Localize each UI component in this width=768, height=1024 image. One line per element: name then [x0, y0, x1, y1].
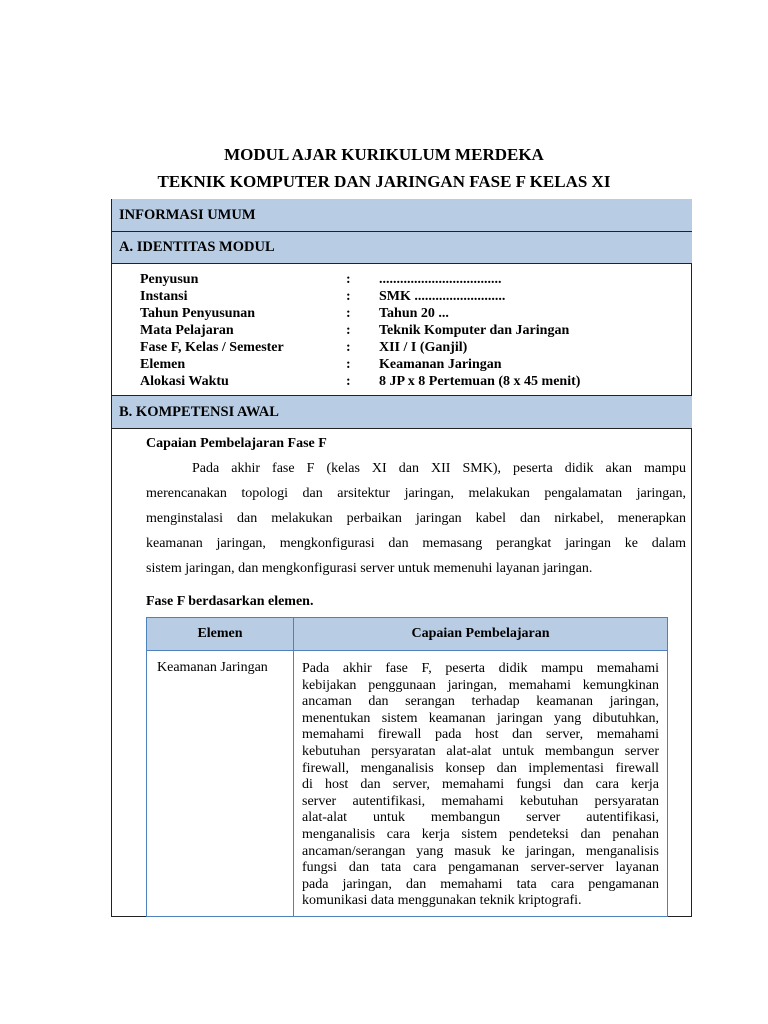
capaian-heading: Capaian Pembelajaran Fase F: [146, 436, 327, 451]
document-title-line-2: TEKNIK KOMPUTER DAN JARINGAN FASE F KELAS XI: [157, 172, 611, 191]
identity-row-penyusun: [140, 271, 660, 288]
identity-row-fase-kelas: [140, 339, 660, 356]
table-header-capaian: Capaian Pembelajaran: [411, 626, 550, 641]
identity-label: Tahun Penyusunan: [140, 306, 256, 321]
identity-label: Penyusun: [140, 272, 199, 287]
identity-label: Mata Pelajaran: [140, 323, 234, 338]
cell-line: kebutuhan persyaratan alat-alat untuk membangun server: [302, 743, 659, 759]
cell-line: kebijakan penggunaan jaringan, memahami kemungkinan: [302, 677, 659, 693]
identity-separator: :: [346, 374, 351, 389]
identity-separator: :: [346, 323, 351, 338]
identity-row-instansi: [140, 288, 660, 305]
cell-line: memahami firewall pada host dan server, memahami: [302, 727, 659, 743]
identity-label: Alokasi Waktu: [140, 374, 229, 389]
paragraph-line: keamanan jaringan, mengkonfigurasi dan memasang perangkat jaringan ke dalam: [146, 536, 686, 551]
paragraph-line: sistem jaringan, dan mengkonfigurasi server untuk memenuhi layanan jaringan.: [146, 561, 593, 576]
paragraph-line: Pada akhir fase F (kelas XI dan XII SMK), peserta didik akan mampu: [192, 461, 686, 476]
identity-value: Tahun 20 ...: [379, 306, 449, 321]
cell-line: fungsi dan tata cara pengamanan server-server layanan: [302, 860, 659, 876]
identity-row-mata-pelajaran: [140, 322, 660, 339]
identity-value: Keamanan Jaringan: [379, 357, 502, 372]
table-column-divider: [293, 618, 294, 916]
identity-separator: :: [346, 340, 351, 355]
cell-line: menganalisis cara kerja sistem pendeteksi dan penahan: [302, 826, 659, 842]
identity-value: 8 JP x 8 Pertemuan (8 x 45 menit): [379, 374, 581, 389]
identity-value: ...................................: [379, 272, 502, 287]
table-cell-elemen: Keamanan Jaringan: [157, 660, 268, 675]
cell-line: ancaman dan serangan terhadap keamanan jaringan,: [302, 694, 659, 710]
table-header-elemen: Elemen: [197, 626, 243, 641]
identity-value: SMK ..........................: [379, 289, 506, 304]
identity-label: Fase F, Kelas / Semester: [140, 340, 284, 355]
cell-line: di host dan server, memahami fungsi dan cara kerja: [302, 777, 659, 793]
identity-row-tahun: [140, 305, 660, 322]
paragraph-line: menginstalasi dan melakukan perbaikan jaringan kabel dan nirkabel, menerapkan: [146, 511, 686, 526]
identity-value: Teknik Komputer dan Jaringan: [379, 323, 570, 338]
identity-label: Elemen: [140, 357, 186, 372]
paragraph-line: merencanakan topologi dan arsitektur jaringan, melakukan pengalamatan jaringan,: [146, 486, 686, 501]
table-cell-capaian: [302, 661, 659, 910]
cell-line: komunikasi data menggunakan teknik kriptografi.: [302, 893, 582, 909]
identity-row-alokasi-waktu: [140, 373, 660, 390]
identity-row-elemen: [140, 356, 660, 373]
identity-separator: :: [346, 272, 351, 287]
section-informasi-umum: INFORMASI UMUM: [112, 199, 692, 232]
identity-separator: :: [346, 306, 351, 321]
identity-value: XII / I (Ganjil): [379, 340, 468, 355]
capaian-table: [146, 617, 668, 917]
identity-separator: :: [346, 357, 351, 372]
cell-line: pada jaringan, dan memahami tata cara pengamanan: [302, 876, 659, 892]
cell-line: server autentifikasi, memahami kebutuhan persyaratan: [302, 793, 659, 809]
section-identitas-modul: A. IDENTITAS MODUL: [112, 231, 692, 264]
cell-line: firewall, menganalisis konsep dan implementasi firewall: [302, 760, 659, 776]
identity-separator: :: [346, 289, 351, 304]
cell-line: Pada akhir fase F, peserta didik mampu memahami: [302, 661, 659, 676]
document-title-line-1: MODUL AJAR KURIKULUM MERDEKA: [224, 145, 544, 164]
identity-label: Instansi: [140, 289, 188, 304]
cell-line: alat-alat untuk membangun server autentifikasi,: [302, 810, 659, 826]
section-kompetensi-awal: B. KOMPETENSI AWAL: [112, 395, 692, 429]
capaian-paragraph: [146, 456, 686, 581]
cell-line: ancaman/serangan yang masuk ke jaringan, menganalisis: [302, 843, 659, 859]
fase-f-heading: Fase F berdasarkan elemen.: [146, 594, 314, 609]
cell-line: menentukan sistem keamanan jaringan yang dibutuhkan,: [302, 710, 659, 726]
